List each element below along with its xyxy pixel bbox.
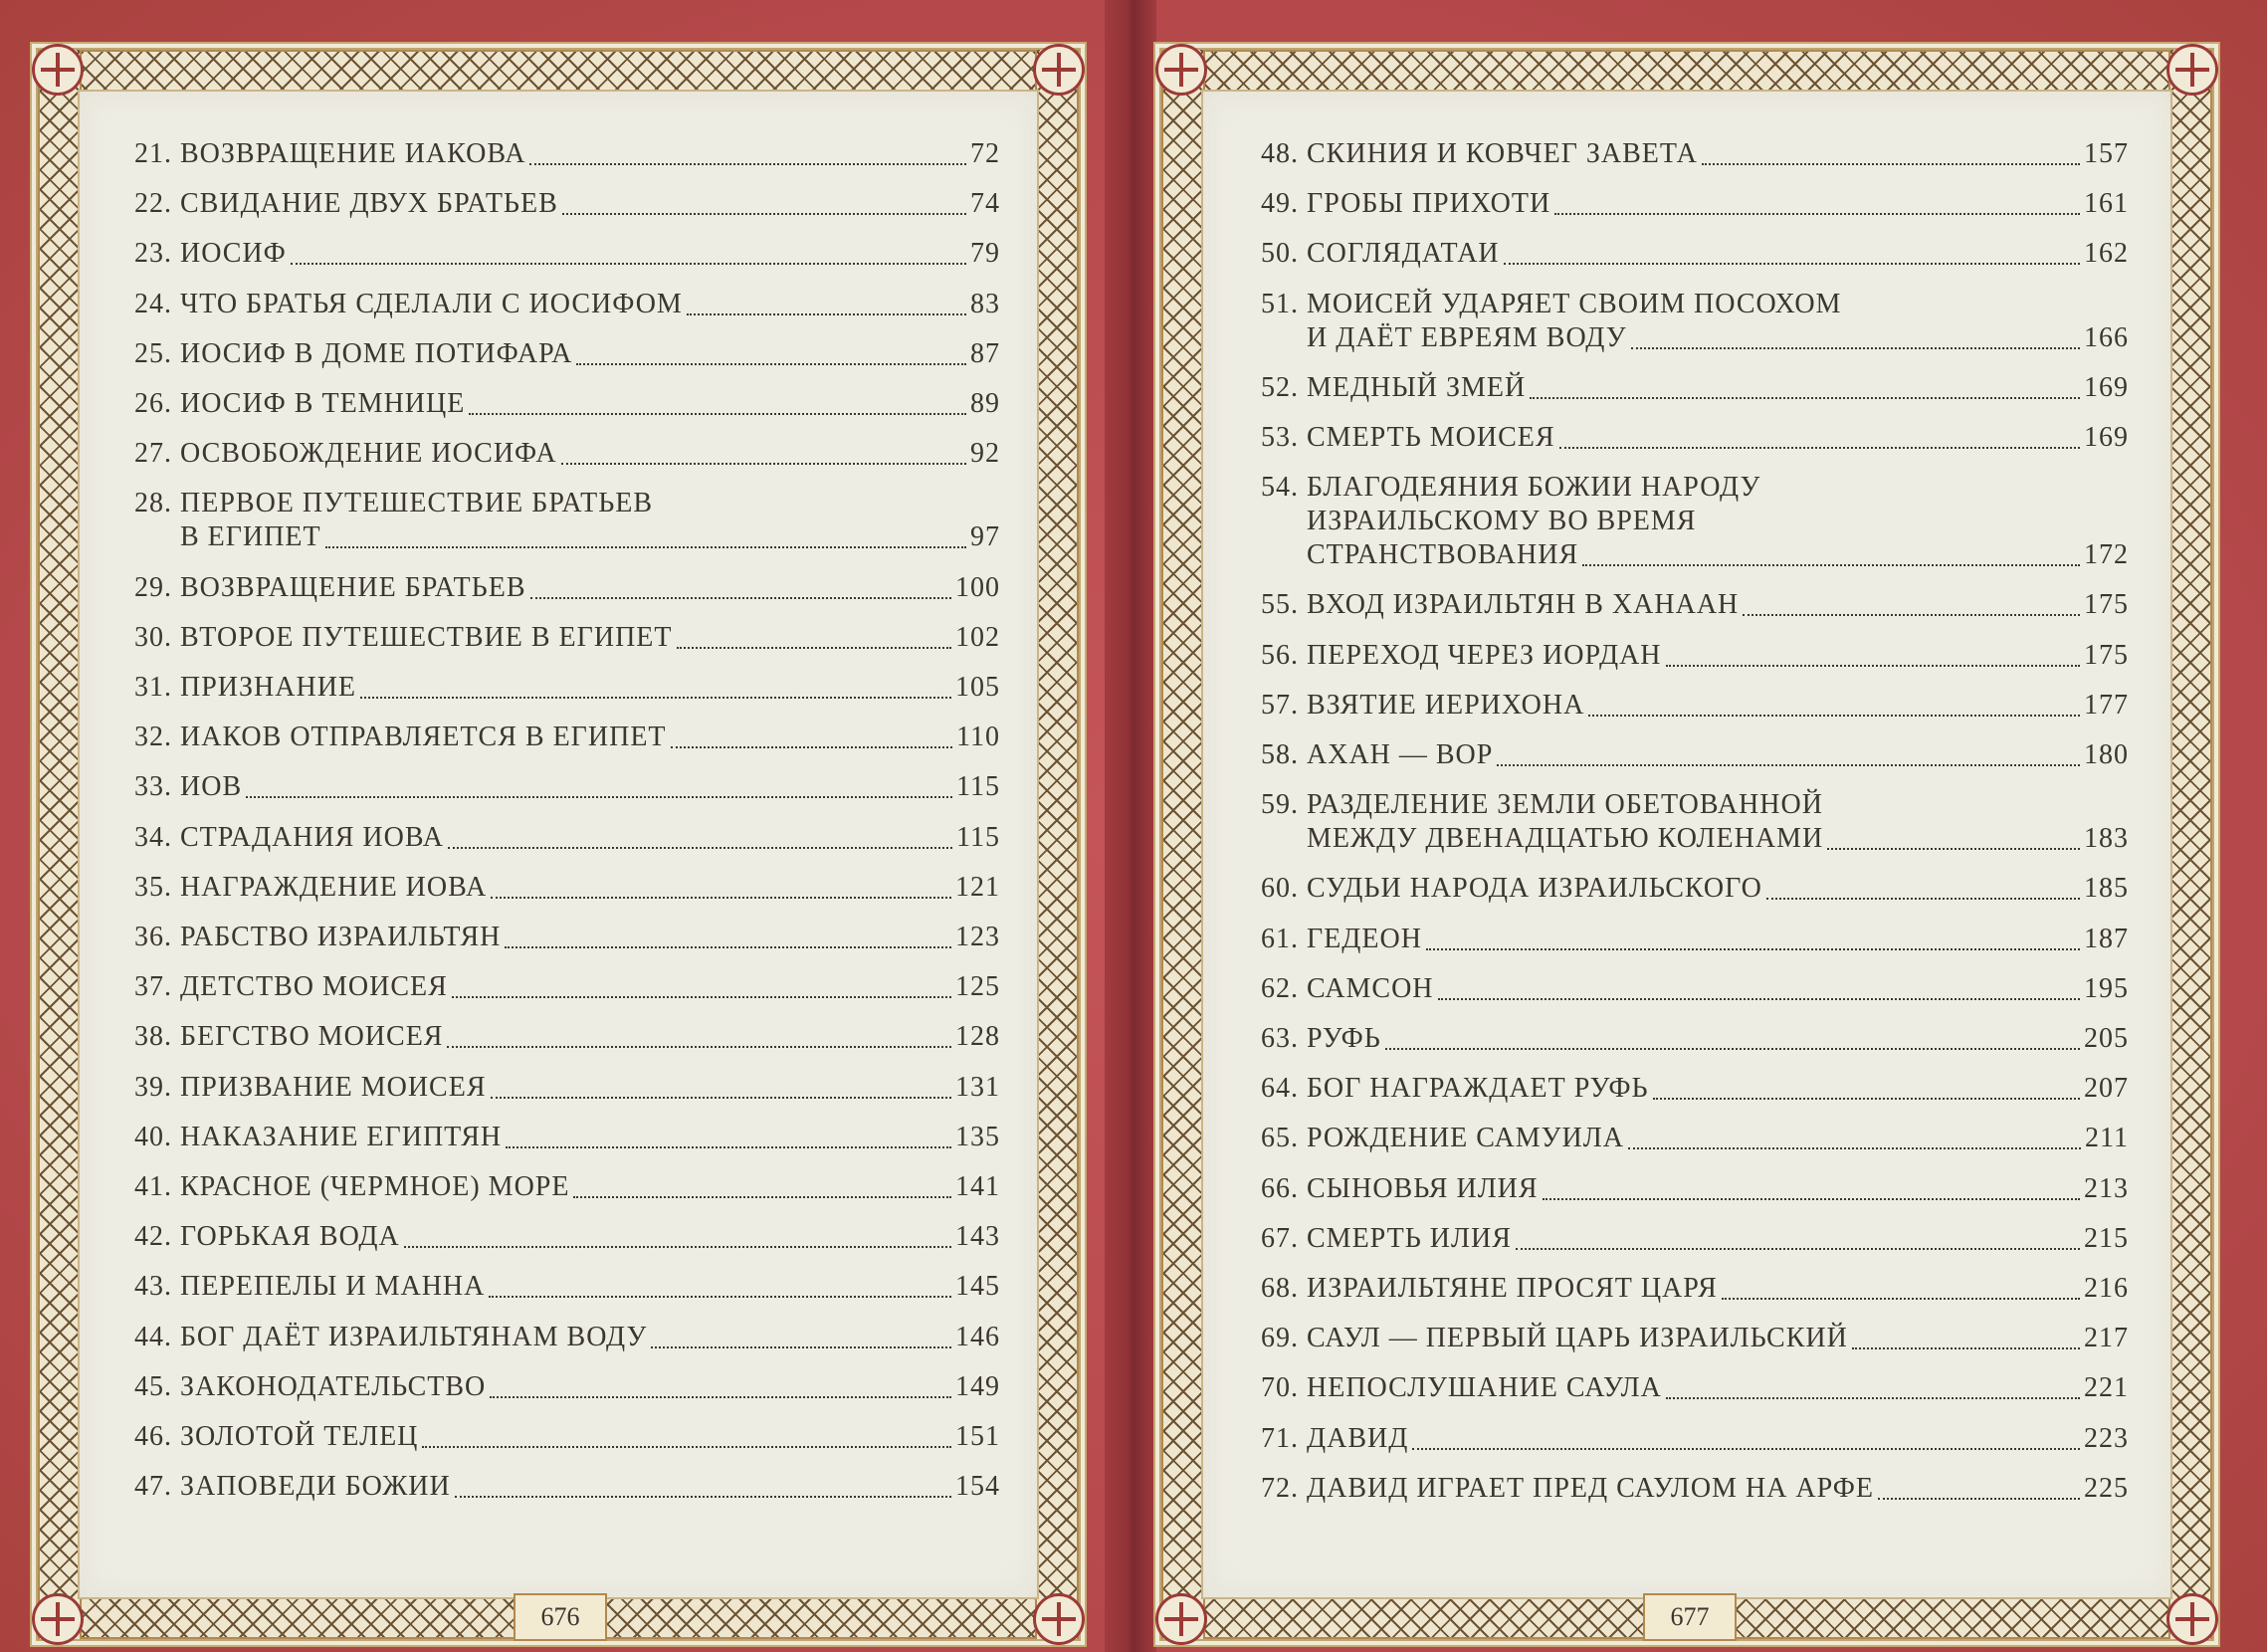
toc-entry-number: 42. bbox=[134, 1221, 172, 1253]
toc-entry-number: 30. bbox=[134, 621, 172, 653]
toc-entry bbox=[1261, 588, 2129, 622]
toc-entry bbox=[1261, 639, 2129, 673]
toc-entry bbox=[134, 1321, 1000, 1354]
left-page bbox=[36, 48, 1081, 1641]
toc-entry-page: 72 bbox=[970, 138, 1000, 169]
toc-panel bbox=[1201, 90, 2172, 1599]
toc-entry-number: 37. bbox=[134, 971, 172, 1003]
toc-entry-page: 79 bbox=[970, 238, 1000, 270]
toc-entry-number: 49. bbox=[1261, 188, 1299, 220]
toc-entry-page: 121 bbox=[955, 871, 1000, 903]
toc-entry-page: 100 bbox=[955, 571, 1000, 603]
toc-entry bbox=[1261, 1172, 2129, 1206]
dot-leader bbox=[491, 897, 951, 899]
toc-entry-title: САМСОН bbox=[1307, 972, 1434, 1004]
toc-entry-page: 141 bbox=[955, 1171, 1000, 1202]
toc-entry-number: 53. bbox=[1261, 422, 1299, 453]
dot-leader bbox=[1878, 1498, 2080, 1500]
toc-entry bbox=[1261, 1322, 2129, 1355]
toc-entry-page: 221 bbox=[2084, 1372, 2129, 1404]
dot-leader bbox=[291, 263, 966, 265]
toc-entry-page: 123 bbox=[955, 922, 1000, 952]
toc-entry-title: ПЕРВОЕ ПУТЕШЕСТВИЕ БРАТЬЕВ bbox=[180, 488, 654, 519]
dot-leader bbox=[1743, 614, 2080, 616]
cross-medallion-icon bbox=[1033, 44, 1085, 96]
toc-entry-title: ДАВИД bbox=[1307, 1422, 1409, 1454]
toc-entry-page: 151 bbox=[955, 1421, 1000, 1452]
dot-leader bbox=[1631, 347, 2080, 349]
toc-entry-number: 59. bbox=[1261, 789, 1299, 821]
toc-entry-title: БЕГСТВО МОИСЕЯ bbox=[180, 1021, 444, 1053]
toc-entry-number: 43. bbox=[134, 1271, 172, 1303]
toc-entry-title: ПЕРЕПЕЛЫ И МАННА bbox=[180, 1271, 486, 1303]
toc-entry bbox=[1261, 788, 2129, 856]
toc-entry-page: 177 bbox=[2084, 689, 2129, 721]
toc-entry-number: 28. bbox=[134, 488, 172, 519]
toc-entry-page: 74 bbox=[970, 188, 1000, 220]
toc-entry-page: 195 bbox=[2084, 972, 2129, 1004]
toc-entry-number: 71. bbox=[1261, 1422, 1299, 1454]
dot-leader bbox=[452, 996, 951, 998]
toc-entry-page: 187 bbox=[2084, 923, 2129, 954]
dot-leader bbox=[562, 213, 966, 215]
dot-leader bbox=[1653, 1098, 2080, 1100]
toc-entry-page: 225 bbox=[2084, 1472, 2129, 1504]
toc-entry-page: 83 bbox=[970, 288, 1000, 319]
toc-entry-title: СЫНОВЬЯ ИЛИЯ bbox=[1307, 1172, 1539, 1204]
toc-entry-number: 52. bbox=[1261, 371, 1299, 403]
toc-entry-title: БОГ ДАЁТ ИЗРАИЛЬТЯНАМ ВОДУ bbox=[180, 1321, 648, 1352]
toc-entry-title: ДАВИД ИГРАЕТ ПРЕД САУЛОМ НА АРФЕ bbox=[1307, 1472, 1874, 1504]
page-number: 677 bbox=[1643, 1593, 1737, 1641]
toc-entry-page: 105 bbox=[955, 672, 1000, 703]
toc-entry-title: ВХОД ИЗРАИЛЬТЯН В ХАНААН bbox=[1307, 589, 1740, 621]
toc-entry-title: НАГРАЖДЕНИЕ ИОВА bbox=[180, 871, 488, 903]
toc-entry-number: 55. bbox=[1261, 589, 1299, 621]
toc-panel bbox=[78, 90, 1039, 1599]
toc-entry-number: 29. bbox=[134, 571, 172, 603]
toc-entry-title: РАЗДЕЛЕНИЕ ЗЕМЛИ ОБЕТОВАННОЙ bbox=[1307, 789, 1823, 821]
toc-entry-number: 51. bbox=[1261, 288, 1299, 319]
toc-entry-page: 213 bbox=[2084, 1172, 2129, 1204]
ornament-border-left bbox=[38, 50, 82, 1639]
toc-entry-page: 131 bbox=[955, 1071, 1000, 1103]
toc-entry-title: ДЕТСТВО МОИСЕЯ bbox=[180, 971, 448, 1003]
toc-entry bbox=[134, 871, 1000, 905]
dot-leader bbox=[1516, 1248, 2080, 1250]
toc-entry bbox=[1261, 738, 2129, 772]
cross-medallion-icon bbox=[2166, 44, 2218, 96]
dot-leader bbox=[491, 1097, 951, 1099]
toc-entry-page: 223 bbox=[2084, 1422, 2129, 1454]
dot-leader bbox=[1504, 263, 2080, 265]
toc-entry bbox=[134, 487, 1000, 554]
toc-entry bbox=[134, 1071, 1000, 1105]
toc-entry-page: 205 bbox=[2084, 1023, 2129, 1054]
toc-entry-title: ВЗЯТИЕ ИЕРИХОНА bbox=[1307, 689, 1585, 721]
toc-entry-number: 57. bbox=[1261, 689, 1299, 721]
toc-entry bbox=[1261, 371, 2129, 405]
dot-leader bbox=[422, 1446, 951, 1448]
toc-entry-title: ИОСИФ bbox=[180, 238, 287, 270]
toc-entry-title: ПЕРЕХОД ЧЕРЕЗ ИОРДАН bbox=[1307, 639, 1662, 671]
toc-entry-number: 63. bbox=[1261, 1023, 1299, 1054]
toc-entry-title: НЕПОСЛУШАНИЕ САУЛА bbox=[1307, 1372, 1662, 1404]
toc-entry-title: СВИДАНИЕ ДВУХ БРАТЬЕВ bbox=[180, 188, 558, 220]
toc-entry-page: 211 bbox=[2085, 1123, 2129, 1154]
toc-entry bbox=[134, 1020, 1000, 1054]
toc-entry bbox=[134, 288, 1000, 321]
dot-leader bbox=[573, 1196, 951, 1198]
dot-leader bbox=[325, 546, 966, 548]
toc-entry bbox=[134, 237, 1000, 271]
toc-entry-number: 65. bbox=[1261, 1123, 1299, 1154]
toc-entry-page: 146 bbox=[955, 1321, 1000, 1352]
toc-entry bbox=[134, 1370, 1000, 1404]
toc-entry-number: 47. bbox=[134, 1471, 172, 1503]
toc-entry-number: 72. bbox=[1261, 1472, 1299, 1504]
toc-entry-page: 175 bbox=[2084, 639, 2129, 671]
toc-entry-page: 89 bbox=[970, 388, 1000, 419]
toc-entry bbox=[1261, 972, 2129, 1006]
toc-entry-number: 66. bbox=[1261, 1172, 1299, 1204]
cross-medallion-icon bbox=[32, 44, 84, 96]
dot-leader bbox=[1588, 715, 2080, 717]
toc-entry bbox=[134, 921, 1000, 954]
toc-entry bbox=[134, 1270, 1000, 1304]
toc-entry-page: 102 bbox=[955, 621, 1000, 653]
toc-entry bbox=[1261, 1272, 2129, 1306]
toc-entry-number: 23. bbox=[134, 238, 172, 270]
toc-entry-number: 25. bbox=[134, 337, 172, 369]
dot-leader bbox=[561, 463, 966, 465]
toc-entry-title: БОГ НАГРАЖДАЕТ РУФЬ bbox=[1307, 1073, 1649, 1105]
toc-entry bbox=[134, 1170, 1000, 1204]
dot-leader bbox=[1852, 1347, 2080, 1349]
dot-leader bbox=[677, 647, 952, 649]
toc-entry-title: В ЕГИПЕТ bbox=[180, 521, 321, 553]
dot-leader bbox=[455, 1496, 951, 1498]
toc-entry-title: АХАН — ВОР bbox=[1307, 739, 1494, 770]
toc-entry-title: ПРИЗНАНИЕ bbox=[180, 672, 357, 703]
toc-entry-number: 64. bbox=[1261, 1073, 1299, 1105]
toc-entry-page: 161 bbox=[2084, 188, 2129, 220]
cross-medallion-icon bbox=[32, 1593, 84, 1645]
toc-entry bbox=[134, 1420, 1000, 1454]
toc-entry bbox=[134, 671, 1000, 705]
toc-entry-number: 36. bbox=[134, 922, 172, 952]
toc-entry-number: 70. bbox=[1261, 1372, 1299, 1404]
dot-leader bbox=[448, 847, 952, 849]
toc-entry bbox=[1261, 872, 2129, 906]
toc-entry-number: 54. bbox=[1261, 472, 1299, 504]
toc-entry bbox=[1261, 137, 2129, 171]
toc-entry-title: ЗАПОВЕДИ БОЖИИ bbox=[180, 1471, 451, 1503]
toc-entry-page: 115 bbox=[956, 821, 1000, 853]
toc-entry-title: ВОЗВРАЩЕНИЕ ИАКОВА bbox=[180, 138, 526, 169]
toc-entry bbox=[1261, 288, 2129, 355]
toc-entry-title: ИЗРАИЛЬТЯНЕ ПРОСЯТ ЦАРЯ bbox=[1307, 1273, 1718, 1304]
toc-entry bbox=[134, 1470, 1000, 1504]
toc-entry-title: ЗОЛОТОЙ ТЕЛЕЦ bbox=[180, 1421, 419, 1452]
toc-entry-title: САУЛ — ПЕРВЫЙ ЦАРЬ ИЗРАИЛЬСКИЙ bbox=[1307, 1323, 1848, 1354]
toc-entry-number: 38. bbox=[134, 1021, 172, 1053]
dot-leader bbox=[1827, 848, 2080, 850]
toc-entry-title: СТРАДАНИЯ ИОВА bbox=[180, 821, 445, 853]
toc-entry bbox=[134, 621, 1000, 655]
dot-leader bbox=[1543, 1198, 2080, 1200]
toc-entry bbox=[134, 437, 1000, 471]
dot-leader bbox=[1497, 764, 2080, 766]
toc-entry-title: ПРИЗВАНИЕ МОИСЕЯ bbox=[180, 1071, 487, 1103]
toc-entry-number: 45. bbox=[134, 1370, 172, 1402]
toc-entry bbox=[134, 721, 1000, 754]
dot-leader bbox=[1559, 447, 2080, 449]
ornament-border-right bbox=[2168, 50, 2212, 1639]
cross-medallion-icon bbox=[1155, 44, 1207, 96]
cross-medallion-icon bbox=[1033, 1593, 1085, 1645]
toc-entry-page: 185 bbox=[2084, 873, 2129, 905]
toc-entry bbox=[134, 137, 1000, 171]
toc-entry bbox=[134, 337, 1000, 371]
toc-entry bbox=[134, 1121, 1000, 1154]
toc-entry-number: 58. bbox=[1261, 739, 1299, 770]
toc-entry-title: МОИСЕЙ УДАРЯЕТ СВОИМ ПОСОХОМ bbox=[1307, 288, 1842, 319]
dot-leader bbox=[469, 413, 966, 415]
toc-entry-title: СМЕРТЬ МОИСЕЯ bbox=[1307, 422, 1555, 453]
toc-entry-number: 46. bbox=[134, 1421, 172, 1452]
dot-leader bbox=[1438, 998, 2080, 1000]
toc-entry-title: ЗАКОНОДАТЕЛЬСТВО bbox=[180, 1370, 487, 1402]
toc-entry bbox=[134, 1220, 1000, 1254]
toc-entry-title: ГРОБЫ ПРИХОТИ bbox=[1307, 188, 1551, 220]
toc-entry-number: 44. bbox=[134, 1321, 172, 1352]
dot-leader bbox=[1582, 564, 2080, 566]
toc-entry-page: 216 bbox=[2084, 1273, 2129, 1304]
cross-medallion-icon bbox=[2166, 1593, 2218, 1645]
toc-entry-page: 162 bbox=[2084, 238, 2129, 270]
toc-entry-number: 21. bbox=[134, 138, 172, 169]
toc-entry-page: 110 bbox=[956, 722, 1000, 753]
toc-entry-title: ГОРЬКАЯ ВОДА bbox=[180, 1221, 400, 1253]
toc-entry-page: 175 bbox=[2084, 589, 2129, 621]
toc-entry bbox=[1261, 1222, 2129, 1256]
ornament-border-top bbox=[1161, 50, 2212, 94]
toc-entry-number: 22. bbox=[134, 188, 172, 220]
toc-entry bbox=[1261, 421, 2129, 455]
toc-entry-title: СКИНИЯ И КОВЧЕГ ЗАВЕТА bbox=[1307, 138, 1698, 169]
toc-entry-title: ВОЗВРАЩЕНИЕ БРАТЬЕВ bbox=[180, 571, 526, 603]
toc-entry-number: 35. bbox=[134, 871, 172, 903]
toc-entry-number: 40. bbox=[134, 1121, 172, 1152]
toc-entry bbox=[134, 821, 1000, 855]
toc-entry-title: РУФЬ bbox=[1307, 1023, 1381, 1054]
toc-entry-number: 48. bbox=[1261, 138, 1299, 169]
toc-entry-page: 217 bbox=[2084, 1323, 2129, 1354]
toc-entry bbox=[1261, 187, 2129, 221]
toc-entry-number: 33. bbox=[134, 771, 172, 803]
toc-entry bbox=[1261, 923, 2129, 956]
toc-entry-page: 169 bbox=[2084, 422, 2129, 453]
dot-leader bbox=[246, 796, 952, 798]
toc-entry bbox=[134, 387, 1000, 421]
dot-leader bbox=[1628, 1147, 2081, 1149]
toc-entry-page: 149 bbox=[955, 1370, 1000, 1402]
toc-entry bbox=[1261, 1122, 2129, 1155]
toc-entry-page: 207 bbox=[2084, 1073, 2129, 1105]
dot-leader bbox=[530, 597, 952, 599]
dot-leader bbox=[1412, 1448, 2080, 1450]
toc-entry bbox=[1261, 1472, 2129, 1506]
toc-entry-title: БЛАГОДЕЯНИЯ БОЖИИ НАРОДУ bbox=[1307, 472, 1761, 504]
toc-entry-title: ОСВОБОЖДЕНИЕ ИОСИФА bbox=[180, 438, 557, 470]
toc-entry-title: МЕДНЫЙ ЗМЕЙ bbox=[1307, 371, 1527, 403]
ornament-border-top bbox=[38, 50, 1079, 94]
toc-entry-title: РАБСТВО ИЗРАИЛЬТЯН bbox=[180, 922, 502, 952]
toc-entry-title: НАКАЗАНИЕ ЕГИПТЯН bbox=[180, 1121, 503, 1152]
dot-leader bbox=[447, 1046, 951, 1048]
toc-entry bbox=[1261, 1422, 2129, 1456]
toc-entry-number: 67. bbox=[1261, 1222, 1299, 1254]
toc-entry-title: ГЕДЕОН bbox=[1307, 923, 1422, 954]
dot-leader bbox=[360, 697, 951, 699]
toc-entry-number: 24. bbox=[134, 288, 172, 319]
ornament-border-right bbox=[1035, 50, 1079, 1639]
dot-leader bbox=[1426, 948, 2080, 950]
toc-entry-page: 157 bbox=[2084, 138, 2129, 169]
dot-leader bbox=[490, 1396, 951, 1398]
toc-entry-number: 31. bbox=[134, 672, 172, 703]
book-gutter bbox=[1105, 0, 1156, 1652]
toc-entry-page: 180 bbox=[2084, 739, 2129, 770]
toc-entry-number: 34. bbox=[134, 821, 172, 853]
toc-entry-number: 41. bbox=[134, 1171, 172, 1202]
toc-entry-title: СТРАНСТВОВАНИЯ bbox=[1307, 539, 1579, 571]
toc-entry-title: ЧТО БРАТЬЯ СДЕЛАЛИ С ИОСИФОМ bbox=[180, 288, 683, 319]
toc-entry-title: МЕЖДУ ДВЕНАДЦАТЬЮ КОЛЕНАМИ bbox=[1307, 823, 1824, 855]
dot-leader bbox=[1554, 213, 2080, 215]
toc-entry-title: СОГЛЯДАТАИ bbox=[1307, 238, 1500, 270]
toc-entry-number: 56. bbox=[1261, 639, 1299, 671]
toc-entry-page: 115 bbox=[956, 771, 1000, 803]
toc-entry-number: 50. bbox=[1261, 238, 1299, 270]
toc-entry-title: ИЗРАИЛЬСКОМУ ВО ВРЕМЯ bbox=[1307, 506, 1697, 537]
toc-entry-number: 62. bbox=[1261, 972, 1299, 1004]
toc-entry bbox=[1261, 689, 2129, 723]
toc-entry-number: 69. bbox=[1261, 1323, 1299, 1354]
toc-entry-page: 143 bbox=[955, 1221, 1000, 1253]
cross-medallion-icon bbox=[1155, 1593, 1207, 1645]
toc-entry bbox=[1261, 1371, 2129, 1405]
toc-entry-title: ИАКОВ ОТПРАВЛЯЕТСЯ В ЕГИПЕТ bbox=[180, 722, 667, 753]
dot-leader bbox=[1530, 397, 2080, 399]
toc-entry-title: ИОВ bbox=[180, 771, 243, 803]
toc-entry-page: 97 bbox=[970, 521, 1000, 553]
toc-entry-number: 61. bbox=[1261, 923, 1299, 954]
toc-entry bbox=[1261, 1072, 2129, 1106]
toc-entry bbox=[1261, 471, 2129, 572]
toc-entry-title: ВТОРОЕ ПУТЕШЕСТВИЕ В ЕГИПЕТ bbox=[180, 621, 673, 653]
toc-entry-page: 128 bbox=[955, 1021, 1000, 1053]
dot-leader bbox=[404, 1246, 951, 1248]
toc-entry-title: РОЖДЕНИЕ САМУИЛА bbox=[1307, 1123, 1624, 1154]
toc-entry-title: СУДЬИ НАРОДА ИЗРАИЛЬСКОГО bbox=[1307, 873, 1762, 905]
ornament-border-left bbox=[1161, 50, 1205, 1639]
page-number: 676 bbox=[514, 1593, 607, 1641]
dot-leader bbox=[671, 746, 953, 748]
toc-entry-page: 215 bbox=[2084, 1222, 2129, 1254]
dot-leader bbox=[576, 363, 966, 365]
toc-entry-page: 125 bbox=[955, 971, 1000, 1003]
dot-leader bbox=[687, 313, 966, 315]
toc-entry-page: 92 bbox=[970, 438, 1000, 470]
toc-entry-title: ИОСИФ В ДОМЕ ПОТИФАРА bbox=[180, 337, 573, 369]
toc-entry-number: 68. bbox=[1261, 1273, 1299, 1304]
dot-leader bbox=[651, 1346, 951, 1348]
toc-entry-page: 183 bbox=[2084, 823, 2129, 855]
dot-leader bbox=[1722, 1298, 2080, 1300]
dot-leader bbox=[1666, 1397, 2080, 1399]
dot-leader bbox=[1385, 1048, 2080, 1050]
toc-entry-number: 32. bbox=[134, 722, 172, 753]
toc-entry-page: 154 bbox=[955, 1471, 1000, 1503]
toc-entry bbox=[1261, 237, 2129, 271]
toc-entry-title: ИОСИФ В ТЕМНИЦЕ bbox=[180, 388, 466, 419]
dot-leader bbox=[1702, 163, 2080, 165]
dot-leader bbox=[506, 1146, 951, 1148]
toc-entry-page: 87 bbox=[970, 337, 1000, 369]
toc-entry-page: 145 bbox=[955, 1271, 1000, 1303]
dot-leader bbox=[529, 163, 966, 165]
toc-entry bbox=[134, 187, 1000, 221]
right-page bbox=[1159, 48, 2214, 1641]
toc-entry-number: 27. bbox=[134, 438, 172, 470]
toc-entry-number: 60. bbox=[1261, 873, 1299, 905]
dot-leader bbox=[505, 946, 951, 948]
toc-entry-page: 166 bbox=[2084, 321, 2129, 353]
toc-entry-title: КРАСНОЕ (ЧЕРМНОЕ) МОРЕ bbox=[180, 1171, 570, 1202]
dot-leader bbox=[1666, 665, 2080, 667]
toc-entry-page: 169 bbox=[2084, 371, 2129, 403]
toc-entry-page: 172 bbox=[2084, 539, 2129, 571]
dot-leader bbox=[489, 1296, 951, 1298]
toc-entry bbox=[134, 770, 1000, 804]
toc-entry-title: СМЕРТЬ ИЛИЯ bbox=[1307, 1222, 1512, 1254]
dot-leader bbox=[1766, 898, 2080, 900]
toc-entry-page: 135 bbox=[955, 1121, 1000, 1152]
toc-entry bbox=[134, 571, 1000, 605]
toc-entry-number: 26. bbox=[134, 388, 172, 419]
toc-entry bbox=[134, 970, 1000, 1004]
toc-entry bbox=[1261, 1022, 2129, 1056]
toc-entry-title: И ДАЁТ ЕВРЕЯМ ВОДУ bbox=[1307, 321, 1627, 353]
toc-entry-number: 39. bbox=[134, 1071, 172, 1103]
